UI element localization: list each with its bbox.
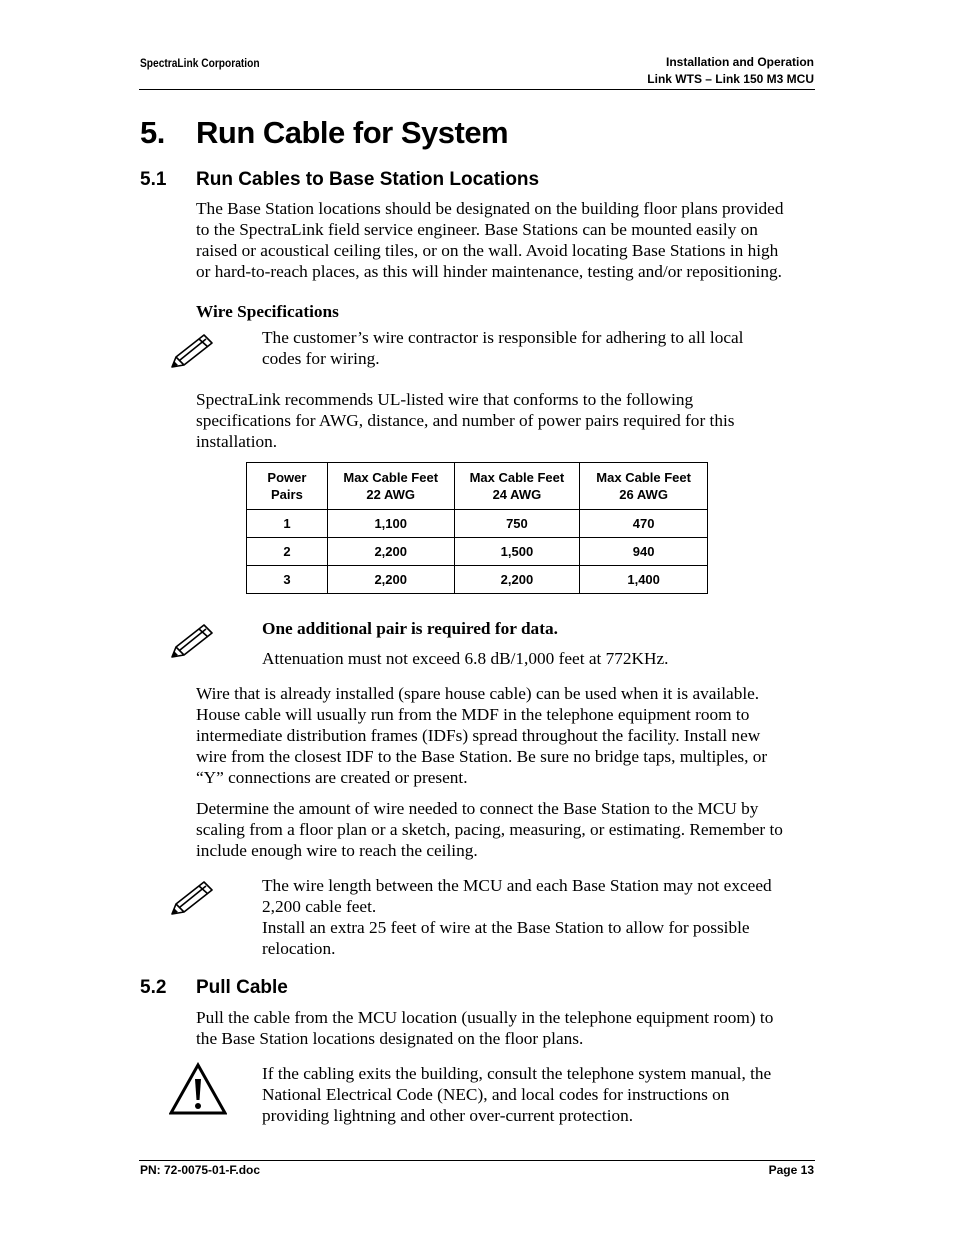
wire-spec-heading: Wire Specifications [196,302,339,321]
table-row [247,538,708,566]
table-cell: 470 [580,510,708,538]
table-cell: 1 [247,510,328,538]
section-5-1-title: Run Cables to Base Station Locations [196,169,540,190]
pencil-note-icon [170,333,214,369]
table-cell: 3 [247,566,328,594]
table-cell: 2 [247,538,328,566]
note-wire-length: The wire length between the MCU and each Base Station may not exceed 2,200 cable feet. Install an extra 25 feet of wire at the Base Station to allow for possible relocation. [262,876,772,958]
pencil-note-icon [170,623,214,659]
header-24-awg: Max Cable Feet 24 AWG [454,463,580,510]
table-cell: 2,200 [454,566,580,594]
section-5-2-title: Pull Cable [196,977,288,998]
warning-lightning-text: If the cabling exits the building, consult the telephone system manual, the National Electrical Code (NEC), and local codes for instructions on providing lightning and other over-current protection. [262,1064,772,1125]
header-22-awg: Max Cable Feet 22 AWG [327,463,454,510]
note-additional-pair: One additional pair is required for data. [262,619,558,638]
section-5-2-number: 5.2 [140,977,167,998]
wire-spec-table [246,462,708,594]
table-cell: 1,500 [454,538,580,566]
header-doc-title-line1: Installation and Operation [665,55,814,69]
table-cell: 1,400 [580,566,708,594]
header-company: SpectraLink Corporation [140,56,260,70]
chapter-number: 5. [140,115,165,150]
table-cell: 940 [580,538,708,566]
wire-amount-paragraph: Determine the amount of wire needed to connect the Base Station to the MCU by scaling from a floor plan or a sketch, pacing, measuring, or estimating. Remember to include enough wire to reach the ceiling. [196,799,783,860]
footer-part-number: PN: 72-0075-01-F.doc [140,1163,261,1177]
table-row [247,566,708,594]
table-row [247,510,708,538]
header-rule [139,89,815,90]
header-26-awg: Max Cable Feet 26 AWG [580,463,708,510]
recommend-paragraph: SpectraLink recommends UL-listed wire that conforms to the following specifications for AWG, distance, and number of power pairs required for this installation. [196,390,735,451]
table-cell: 2,200 [327,538,454,566]
note-attenuation: Attenuation must not exceed 6.8 dB/1,000 feet at 772KHz. [262,649,669,668]
house-cable-paragraph: Wire that is already installed (spare house cable) can be used when it is available. House cable will usually run from the MDF in the telephone equipment room to intermediate distribution frames (IDFs) spread throughout the facility. Install new wire from the closest IDF to the Base Station. Be sure no bridge taps, multiples, or “Y” connections are created or present. [196,684,768,787]
footer-page-number: Page 13 [768,1163,814,1177]
section-5-1-number: 5.1 [140,169,167,190]
section-5-2-intro: Pull the cable from the MCU location (usually in the telephone equipment room) to the Base Station locations designated on the floor plans. [196,1008,774,1048]
table-cell: 2,200 [327,566,454,594]
note-wire-contractor: The customer’s wire contractor is responsible for adhering to all local codes for wiring. [262,328,744,368]
table-cell: 750 [454,510,580,538]
footer-rule [139,1160,815,1161]
header-doc-title-line2: Link WTS – Link 150 M3 MCU [647,72,814,86]
header-doc-title [647,54,814,88]
pencil-note-icon [170,880,214,916]
chapter-title: Run Cable for System [196,115,509,150]
header-power-pairs: Power Pairs [247,463,328,510]
warning-icon [169,1062,227,1116]
table-header-row [247,463,708,510]
table-cell: 1,100 [327,510,454,538]
section-5-1-intro: The Base Station locations should be designated on the building floor plans provided to the SpectraLink field service engineer. Base Stations can be mounted easily on raised or acoustical ceiling tiles, or on the wall. Avoid locating Base Stations in high or hard-to-reach places, as this will hinder maintenance, testing and/or repositioning. [196,199,784,281]
